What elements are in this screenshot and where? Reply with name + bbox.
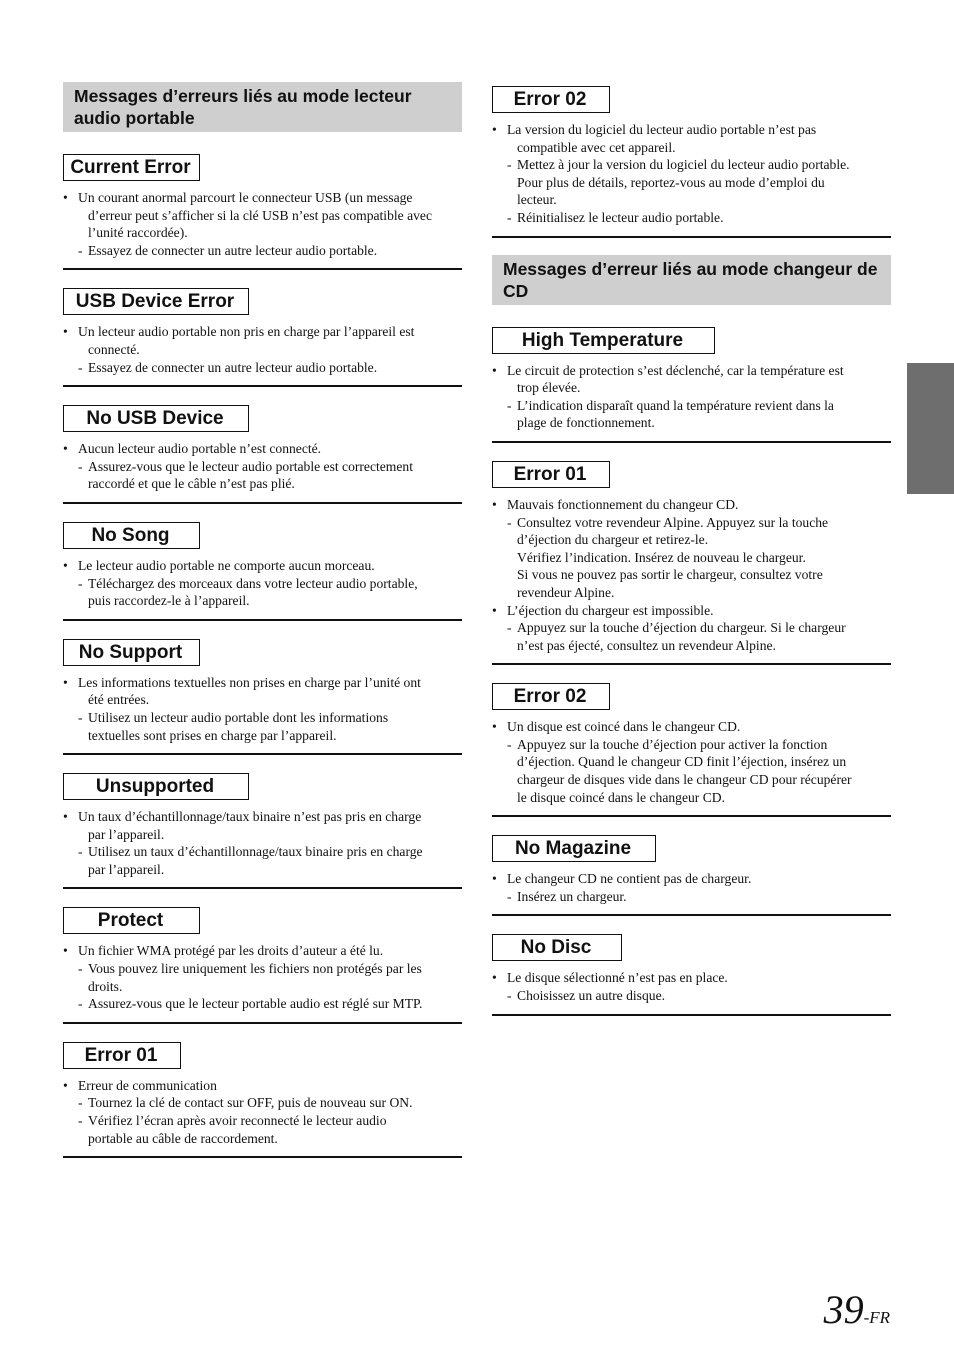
cause-text: • Erreur de communication bbox=[63, 1077, 462, 1095]
error-title: No USB Device bbox=[63, 405, 249, 432]
remedy-text: - Utilisez un lecteur audio portable dont les informations bbox=[63, 709, 462, 727]
error-description bbox=[492, 870, 891, 914]
text-line: Vérifiez l’indication. Insérez de nouveau le chargeur. bbox=[517, 549, 806, 565]
text-line: puis raccordez-le à l’appareil. bbox=[88, 593, 250, 609]
page-number-value: 39 bbox=[823, 1287, 864, 1332]
error-description bbox=[63, 323, 462, 385]
error-description bbox=[63, 440, 462, 502]
text-line: trop élevée. bbox=[517, 380, 581, 396]
remedy-text: - Téléchargez des morceaux dans votre lecteur audio portable, bbox=[63, 575, 462, 593]
right-column bbox=[492, 86, 891, 1016]
text-line: par l’appareil. bbox=[88, 826, 165, 842]
remedy-text: - Tournez la clé de contact sur OFF, puis de nouveau sur ON. bbox=[63, 1094, 462, 1112]
error-section bbox=[492, 683, 891, 817]
error-section bbox=[492, 835, 891, 916]
error-description bbox=[492, 496, 891, 663]
text-line: plage de fonctionnement. bbox=[517, 415, 655, 431]
cause-text: • Le lecteur audio portable ne comporte aucun morceau. bbox=[63, 557, 462, 575]
remedy-text: - Mettez à jour la version du logiciel du lecteur audio portable. bbox=[492, 156, 891, 174]
cause-text: • Les informations textuelles non prises en charge par l’unité ont bbox=[63, 674, 462, 692]
error-title: Error 02 bbox=[492, 86, 610, 113]
error-title: Protect bbox=[63, 907, 200, 934]
remedy-text: - Assurez-vous que le lecteur audio portable est correctement bbox=[63, 458, 462, 476]
cause-text: • Le changeur CD ne contient pas de chargeur. bbox=[492, 870, 891, 888]
remedy-text: - Insérez un chargeur. bbox=[492, 888, 891, 906]
chapter-tab bbox=[907, 363, 954, 494]
error-description bbox=[492, 718, 891, 815]
error-section bbox=[63, 522, 462, 621]
text-line: textuelles sont prises en charge par l’appareil. bbox=[88, 727, 337, 743]
remedy-text: - L’indication disparaît quand la température revient dans la bbox=[492, 397, 891, 415]
remedy-text: - Appuyez sur la touche d’éjection du chargeur. Si le chargeur bbox=[492, 619, 891, 637]
cause-text: • La version du logiciel du lecteur audio portable n’est pas bbox=[492, 121, 891, 139]
cause-text: • Un courant anormal parcourt le connecteur USB (un message bbox=[63, 189, 462, 207]
text-line: l’unité raccordée). bbox=[88, 225, 188, 241]
text-line: revendeur Alpine. bbox=[517, 584, 615, 600]
error-section bbox=[492, 934, 891, 1015]
error-section bbox=[492, 86, 891, 238]
text-line: d’éjection. Quand le changeur CD finit l’éjection, insérez un bbox=[517, 754, 847, 770]
error-title: Error 02 bbox=[492, 683, 610, 710]
remedy-text: - Vous pouvez lire uniquement les fichiers non protégés par les bbox=[63, 960, 462, 978]
remedy-text: - Utilisez un taux d’échantillonnage/taux binaire pris en charge bbox=[63, 843, 462, 861]
error-title: USB Device Error bbox=[63, 288, 249, 315]
error-list bbox=[492, 327, 891, 1016]
cause-text: • L’éjection du chargeur est impossible. bbox=[492, 602, 891, 620]
text-line: n’est pas éjecté, consultez un revendeur Alpine. bbox=[517, 637, 776, 653]
text-line: portable au câble de raccordement. bbox=[88, 1130, 278, 1146]
error-title: Error 01 bbox=[492, 461, 610, 488]
text-line: par l’appareil. bbox=[88, 861, 165, 877]
cause-text: • Un lecteur audio portable non pris en charge par l’appareil est bbox=[63, 323, 462, 341]
error-section bbox=[63, 154, 462, 270]
error-description bbox=[63, 808, 462, 887]
error-description bbox=[63, 189, 462, 268]
error-description bbox=[63, 674, 462, 753]
error-title: Unsupported bbox=[63, 773, 249, 800]
error-title: Current Error bbox=[63, 154, 200, 181]
error-title: No Song bbox=[63, 522, 200, 549]
text-line: connecté. bbox=[88, 341, 140, 357]
error-section bbox=[63, 639, 462, 755]
remedy-text: - Consultez votre revendeur Alpine. Appuyez sur la touche bbox=[492, 514, 891, 532]
error-description bbox=[63, 942, 462, 1021]
section-header: Messages d’erreur liés au mode changeur de CD bbox=[492, 255, 891, 305]
error-section bbox=[63, 405, 462, 504]
error-section bbox=[63, 773, 462, 889]
error-title: High Temperature bbox=[492, 327, 715, 354]
error-description bbox=[492, 969, 891, 1013]
section-header: Messages d’erreurs liés au mode lecteur audio portable bbox=[63, 82, 462, 132]
text-line: compatible avec cet appareil. bbox=[517, 139, 676, 155]
cause-text: • Le circuit de protection s’est déclenché, car la température est bbox=[492, 362, 891, 380]
remedy-text: - Assurez-vous que le lecteur portable audio est réglé sur MTP. bbox=[63, 995, 462, 1013]
page-number-suffix: -FR bbox=[863, 1308, 890, 1327]
remedy-text: - Essayez de connecter un autre lecteur audio portable. bbox=[63, 242, 462, 260]
text-line: chargeur de disques vide dans le changeur CD pour récupérer bbox=[517, 772, 852, 788]
cause-text: • Aucun lecteur audio portable n’est connecté. bbox=[63, 440, 462, 458]
text-line: Pour plus de détails, reportez-vous au mode d’emploi du bbox=[517, 174, 825, 190]
error-description bbox=[492, 362, 891, 441]
cause-text: • Un disque est coincé dans le changeur CD. bbox=[492, 718, 891, 736]
error-description bbox=[63, 557, 462, 619]
text-line: lecteur. bbox=[517, 192, 557, 208]
error-list bbox=[492, 86, 891, 238]
remedy-text: - Essayez de connecter un autre lecteur audio portable. bbox=[63, 359, 462, 377]
error-section bbox=[63, 907, 462, 1023]
cause-text: • Un fichier WMA protégé par les droits d’auteur a été lu. bbox=[63, 942, 462, 960]
text-line: droits. bbox=[88, 978, 123, 994]
error-section bbox=[492, 327, 891, 443]
error-section bbox=[63, 1042, 462, 1158]
text-line: le disque coincé dans le changeur CD. bbox=[517, 789, 725, 805]
text-line: d’erreur peut s’afficher si la clé USB n’est pas compatible avec bbox=[88, 207, 432, 223]
remedy-text: - Réinitialisez le lecteur audio portable. bbox=[492, 209, 891, 227]
text-line: Si vous ne pouvez pas sortir le chargeur, consultez votre bbox=[517, 567, 823, 583]
remedy-text: - Choisissez un autre disque. bbox=[492, 987, 891, 1005]
error-title: No Support bbox=[63, 639, 200, 666]
error-title: No Magazine bbox=[492, 835, 656, 862]
error-title: No Disc bbox=[492, 934, 622, 961]
text-line: d’éjection du chargeur et retirez-le. bbox=[517, 532, 709, 548]
error-section bbox=[63, 288, 462, 387]
error-list bbox=[63, 154, 462, 1158]
cause-text: • Le disque sélectionné n’est pas en place. bbox=[492, 969, 891, 987]
page-number bbox=[824, 1288, 890, 1332]
text-line: été entrées. bbox=[88, 692, 150, 708]
error-description bbox=[63, 1077, 462, 1156]
error-description bbox=[492, 121, 891, 236]
remedy-text: - Appuyez sur la touche d’éjection pour activer la fonction bbox=[492, 736, 891, 754]
text-line: raccordé et que le câble n’est pas plié. bbox=[88, 476, 295, 492]
left-column bbox=[63, 82, 462, 1158]
error-section bbox=[492, 461, 891, 665]
remedy-text: - Vérifiez l’écran après avoir reconnecté le lecteur audio bbox=[63, 1112, 462, 1130]
error-title: Error 01 bbox=[63, 1042, 181, 1069]
cause-text: • Mauvais fonctionnement du changeur CD. bbox=[492, 496, 891, 514]
cause-text: • Un taux d’échantillonnage/taux binaire n’est pas pris en charge bbox=[63, 808, 462, 826]
